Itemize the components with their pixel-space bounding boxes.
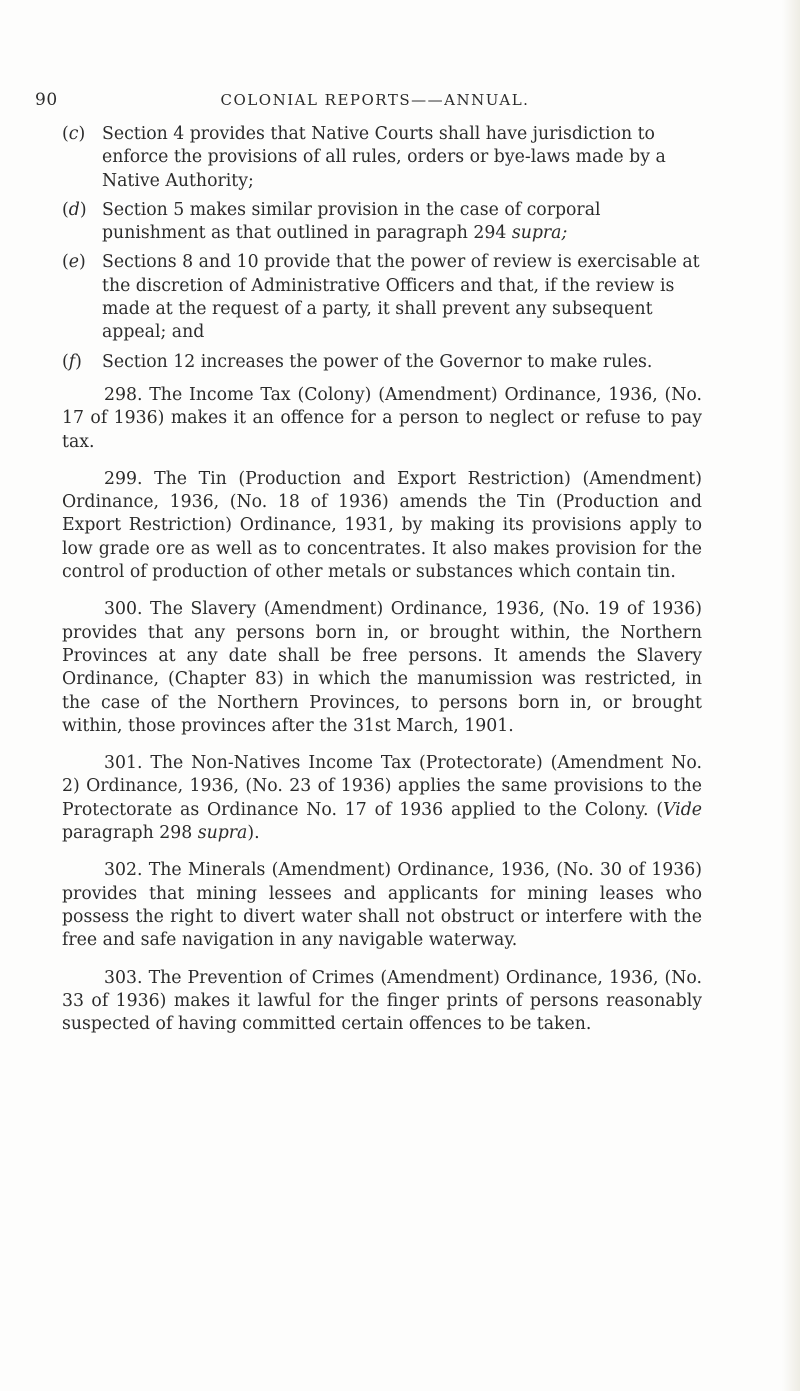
paragraph-303: 303. The Prevention of Crimes (Amendment) Ordinance, 1936, (No. 33 of 1936) makes it lawful for the finger prints of persons reasonably suspected of having committed certain offences to be taken.: [62, 967, 702, 1035]
subsection-label: (d): [62, 199, 87, 220]
subsection-c: [62, 123, 702, 193]
paragraph-302: 302. The Minerals (Amendment) Ordinance, 1936, (No. 30 of 1936) provides that mining lessees and applicants for mining leases who possess the right to divert water shall not obstruct or interfere with the free and safe navigation in any navigable waterway.: [62, 860, 702, 951]
page-number: 90: [35, 90, 58, 110]
subsection-text: Section 5 makes similar provision in the case of corporal punishment as that outlined in paragraph 294: [102, 199, 601, 244]
vide-italic: Vide: [663, 799, 702, 820]
page-edge-shadow: [782, 0, 800, 1391]
subsection-f: [62, 351, 702, 374]
paragraph-301: 301. The Non-Natives Income Tax (Protectorate) (Amendment No. 2) Ordinance, 1936, (No. 23 of 1936) applies the same provisions to the Protectorate as Ordinance No. 17 of 1936 applied to the Colony. (Vide paragraph 298 supra).: [62, 753, 702, 844]
subsection-e: [62, 251, 702, 344]
subsection-d: [62, 199, 702, 246]
page-header: [35, 90, 715, 114]
subsection-text: Section 12 increases the power of the Governor to make rules.: [102, 351, 653, 372]
paragraph-299: 299. The Tin (Production and Export Restriction) (Amendment) Ordinance, 1936, (No. 18 of 1936) amends the Tin (Production and Export Restriction) Ordinance, 1931, by making its provisions apply to low grade ore as well as to concentrates. It also makes provision for the control of production of other metals or substances which contain tin.: [62, 468, 702, 583]
page-body: [62, 123, 702, 1049]
subsection-text-italic: supra;: [511, 223, 568, 244]
paragraph-298: 298. The Income Tax (Colony) (Amendment) Ordinance, 1936, (No. 17 of 1936) makes it an offence for a person to neglect or refuse to pay tax.: [62, 384, 702, 452]
subsection-text: Section 4 provides that Native Courts shall have jurisdiction to enforce the provisions of all rules, orders or bye-laws made by a Native Authority;: [102, 124, 666, 191]
supra-italic: supra: [197, 823, 248, 844]
running-head: COLONIAL REPORTS——ANNUAL.: [220, 91, 530, 109]
subsection-text: Sections 8 and 10 provide that the power of review is exercisable at the discretion of Administrative Officers and that, if the review is made at the request of a party, it shall prevent any subsequent appeal; and: [102, 252, 700, 343]
subsection-label: (e): [62, 252, 86, 273]
subsection-label: (c): [62, 124, 86, 144]
paragraph-300: 300. The Slavery (Amendment) Ordinance, 1936, (No. 19 of 1936) provides that any persons born in, or brought within, the Northern Provinces at any date shall be free persons. It amends the Slavery Ordinance, (Chapter 83) in which the manumission was restricted, in the case of the Northern Provinces, to persons born in, or brought within, those provinces after the 31st March, 1901.: [62, 599, 702, 736]
subsection-label: (f): [62, 351, 82, 372]
